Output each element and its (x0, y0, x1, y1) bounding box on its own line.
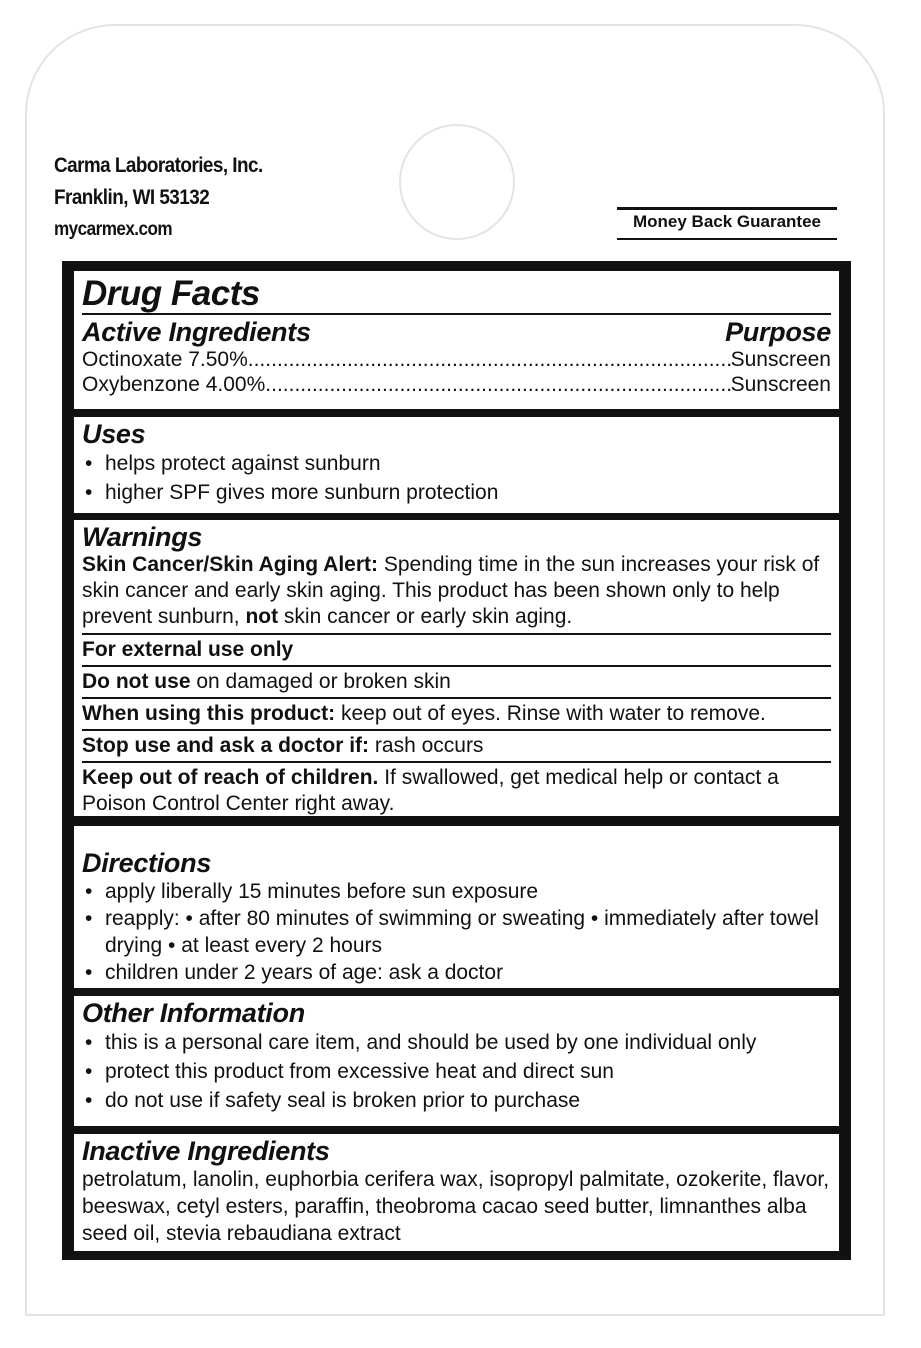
dot-leader (265, 372, 730, 397)
do-not-use-line (82, 665, 831, 697)
alert-text-end: skin cancer or early skin aging. (278, 605, 573, 628)
when-using-text: keep out of eyes. Rinse with water to remove. (335, 702, 766, 725)
keep-out-label: Keep out of reach of children. (82, 766, 379, 789)
list-item: • helps protect against sunburn (82, 449, 831, 478)
stop-use-label: Stop use and ask a doctor if: (82, 734, 370, 757)
drug-facts-box (62, 261, 851, 1260)
list-item: • apply liberally 15 minutes before sun exposure (82, 878, 831, 905)
uses-panel (74, 417, 839, 513)
keep-out-text: If swallowed, get medical help or contact a Poison Control Center right away. (82, 766, 779, 815)
list-item: • do not use if safety seal is broken prior to purchase (82, 1086, 831, 1115)
drug-facts-title: Drug Facts (82, 274, 260, 313)
alert-not: not (245, 605, 279, 628)
when-using-label: When using this product: (82, 702, 336, 725)
when-using-line (82, 697, 831, 729)
directions-panel (74, 826, 839, 988)
inactive-ingredients-heading: Inactive Ingredients (82, 1136, 330, 1166)
ingredient-name: Oxybenzone 4.00% (82, 373, 266, 396)
active-ingredients-panel (74, 271, 839, 409)
active-ingredients-heading: Active Ingredients (82, 317, 311, 347)
directions-heading: Directions (82, 848, 212, 878)
purpose-heading: Purpose (725, 317, 831, 347)
hang-hole (399, 124, 515, 240)
external-use-line: For external use only (82, 633, 831, 665)
other-information-heading: Other Information (82, 998, 305, 1028)
do-not-use-label: Do not use (82, 670, 191, 693)
money-back-guarantee: Money Back Guarantee (617, 207, 837, 240)
company-address: Franklin, WI 53132 (54, 186, 210, 209)
do-not-use-text: on damaged or broken skin (190, 670, 451, 693)
list-item: • higher SPF gives more sunburn protection (82, 478, 831, 507)
ingredient-row (82, 347, 831, 372)
uses-heading: Uses (82, 419, 146, 449)
skin-cancer-alert (82, 552, 831, 630)
list-item: • reapply: • after 80 minutes of swimming or sweating • immediately after towel drying • at least every 2 hours (82, 905, 831, 959)
company-name: Carma Laboratories, Inc. (54, 154, 263, 177)
warnings-heading: Warnings (82, 522, 203, 552)
stop-use-text: rash occurs (369, 734, 484, 757)
dot-leader (248, 347, 731, 372)
list-item: • children under 2 years of age: ask a doctor (82, 959, 831, 986)
alert-label: Skin Cancer/Skin Aging Alert: (82, 553, 378, 576)
list-item: • this is a personal care item, and should be used by one individual only (82, 1028, 831, 1057)
company-website: mycarmex.com (54, 219, 173, 240)
other-information-panel (74, 996, 839, 1126)
active-header-row (82, 317, 831, 347)
inactive-ingredients-panel (74, 1134, 839, 1251)
divider (82, 313, 831, 315)
ingredient-row (82, 372, 831, 397)
alert-text: Spending time in the sun increases your risk of skin cancer and early skin aging. This product has been shown only to help prevent sunburn, (82, 553, 820, 628)
stop-use-line (82, 729, 831, 761)
ingredient-purpose: Sunscreen (730, 373, 831, 396)
warnings-panel (74, 520, 839, 816)
inactive-ingredients-text: petrolatum, lanolin, euphorbia cerifera wax, isopropyl palmitate, ozokerite, flavor, beeswax, cetyl esters, paraffin, theobroma cacao seed butter, limnanthes alba seed oil, stevia rebaudiana extract (82, 1168, 830, 1245)
company-info (54, 150, 263, 246)
list-item: • protect this product from excessive heat and direct sun (82, 1057, 831, 1086)
ingredient-purpose: Sunscreen (730, 348, 831, 371)
keep-out-line (82, 761, 831, 817)
ingredient-name: Octinoxate 7.50% (82, 348, 248, 371)
